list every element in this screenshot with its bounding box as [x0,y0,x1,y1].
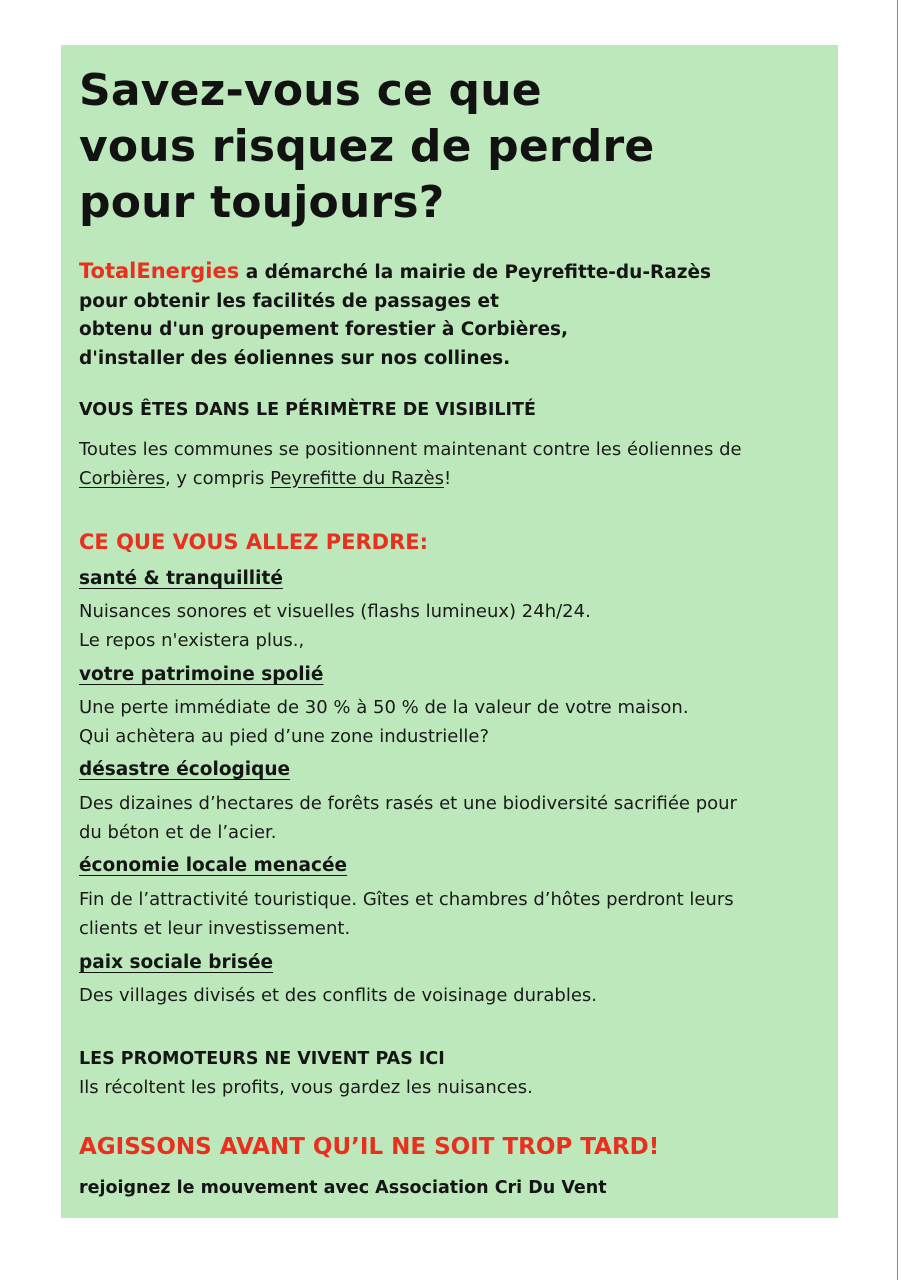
loss-economy-line-1: Fin de l’attractivité touristique. Gîtes et chambres d’hôtes perdront leurs [79,889,734,910]
losses-heading: CE QUE VOUS ALLEZ PERDRE: [79,530,429,554]
loss-title-ecology: désastre écologique [79,759,291,780]
loss-text-ecology [79,790,799,847]
intro-line-2: pour obtenir les facilités de passages et [79,290,499,312]
loss-text-property [79,694,799,751]
loss-economy-line-2: clients et leur investissement. [79,917,351,939]
promoters-text [79,1074,799,1103]
visibility-line-2 [79,465,799,494]
flyer-title [79,63,654,231]
intro-line-3: obtenu d'un groupement forestier à Corbières, [79,319,569,340]
page-edge-line [897,0,898,1280]
visibility-mid: , y compris [164,467,271,489]
intro-paragraph [79,257,819,373]
title-line-3: pour toujours? [79,177,445,228]
visibility-end: ! [444,467,452,489]
flyer-panel [61,45,838,1218]
link-peyrefitte[interactable]: Peyrefitte du Razès [270,467,445,489]
loss-title-social: paix sociale brisée [79,952,274,973]
loss-health-line-1: Nuisances sonores et visuelles (flashs lumineux) 24h/24. [79,601,591,622]
loss-ecology-line-1: Des dizaines d’hectares de forêts rasés et une biodiversité sacrifiée pour [79,793,737,814]
promoters-line: Ils récoltent les profits, vous gardez les nuisances. [79,1077,533,1098]
visibility-text [79,436,799,493]
link-corbieres[interactable]: Corbières [79,467,165,489]
loss-text-economy [79,886,799,943]
intro-line-4: d'installer des éoliennes sur nos collines. [79,347,511,369]
loss-health-line-2: Le repos n'existera plus., [79,629,305,651]
intro-line-1 [79,257,819,288]
call-to-action: AGISSONS AVANT QU’IL NE SOIT TROP TARD! [79,1134,660,1160]
loss-title-property: votre patrimoine spolié [79,664,324,685]
loss-title-health: santé & tranquillité [79,568,283,589]
loss-ecology-line-2: du béton et de l’acier. [79,821,277,843]
join-association: rejoignez le mouvement avec Association Cri Du Vent [79,1178,607,1198]
loss-text-social [79,982,799,1011]
title-line-1: Savez-vous ce que [79,65,542,116]
loss-property-line-1: Une perte immédiate de 30 % à 50 % de la valeur de votre maison. [79,697,689,718]
visibility-line-1: Toutes les communes se positionnent maintenant contre les éoliennes de [79,439,742,460]
title-line-2: vous risquez de perdre [79,121,655,172]
loss-social-line-1: Des villages divisés et des conflits de voisinage durables. [79,985,598,1006]
visibility-heading: VOUS ÊTES DANS LE PÉRIMÈTRE DE VISIBILITÉ [79,400,536,420]
brand-name: TotalEnergies [79,259,240,283]
loss-title-economy: économie locale menacée [79,855,348,876]
intro-line-1-text: a démarché la mairie de Peyrefitte-du-Razès [239,262,712,283]
loss-text-health [79,598,799,655]
loss-property-line-2: Qui achètera au pied d’une zone industrielle? [79,725,490,747]
promoters-heading: LES PROMOTEURS NE VIVENT PAS ICI [79,1049,445,1069]
